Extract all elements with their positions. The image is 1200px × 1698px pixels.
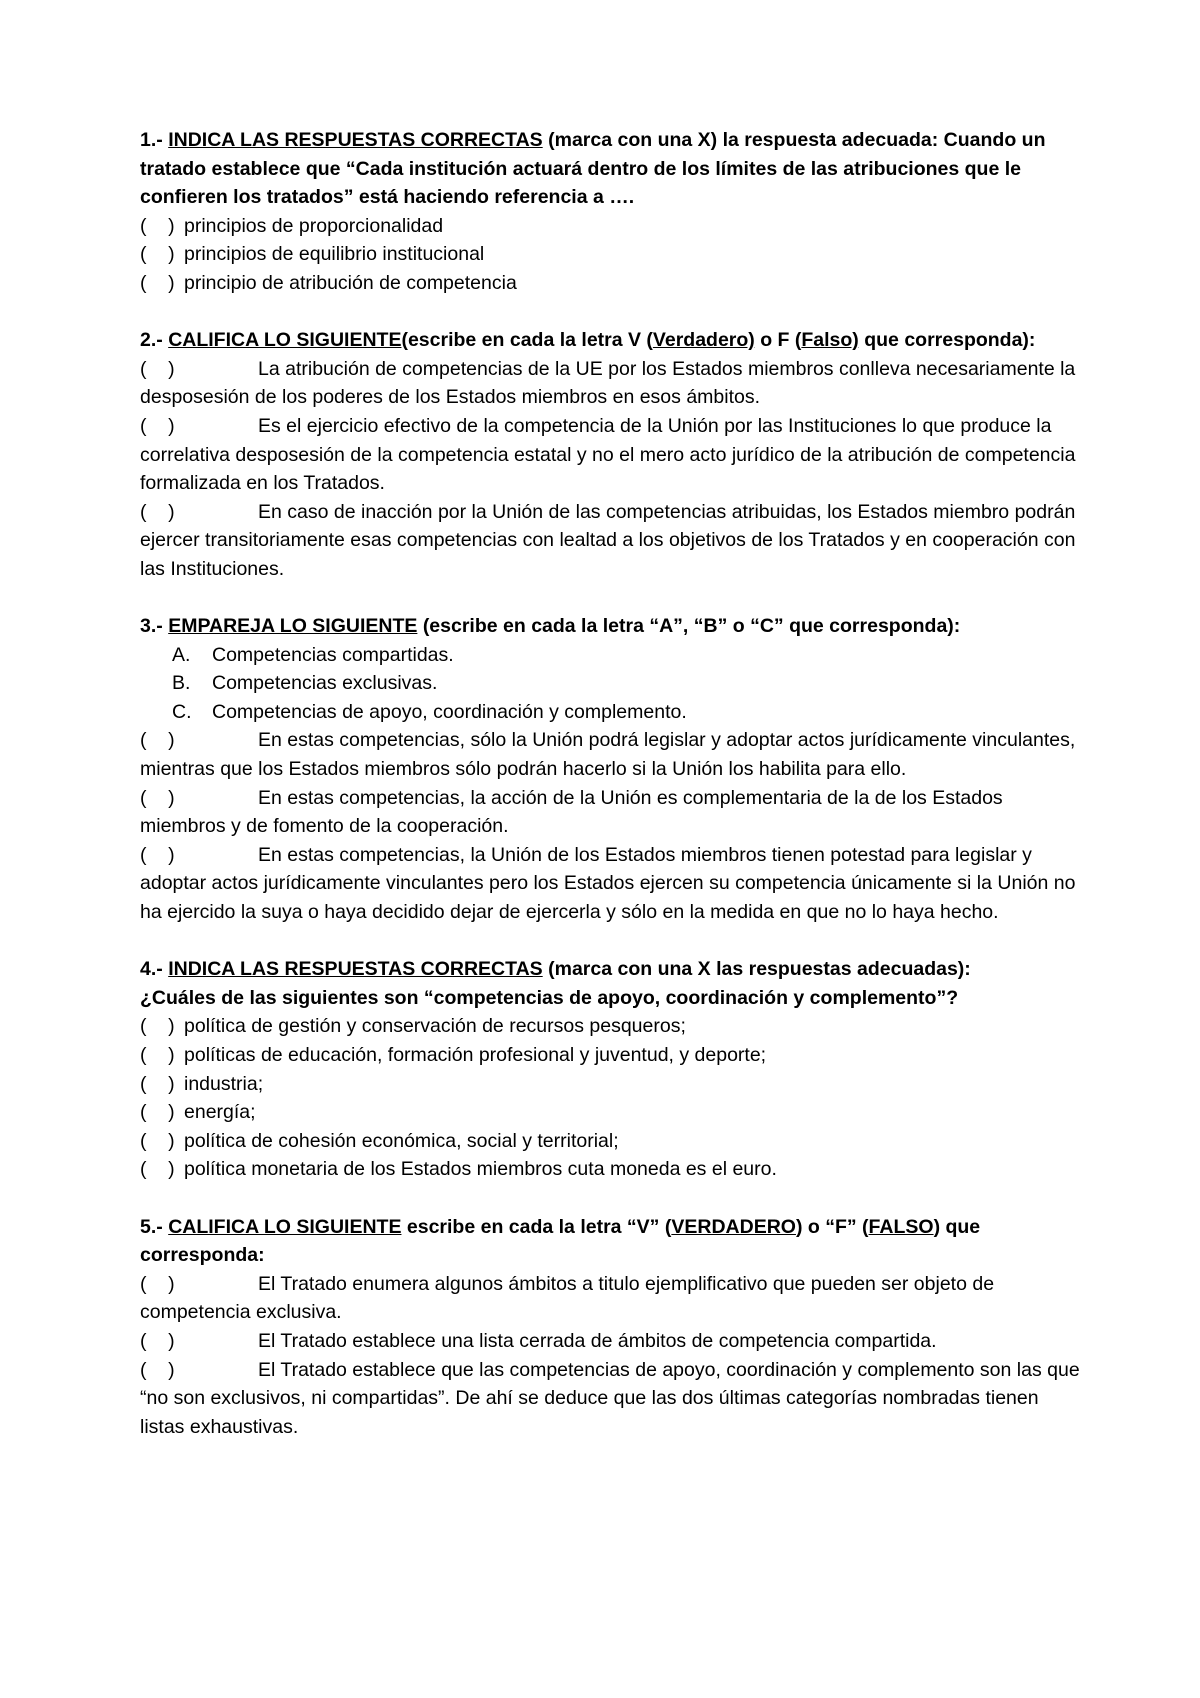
statement-item: [140, 1327, 1080, 1356]
statement-item: [140, 498, 1080, 584]
answer-option[interactable]: [140, 1155, 1080, 1184]
statement-text: En estas competencias, sólo la Unión podrá legislar y adoptar actos jurídicamente vinculantes, mientras que los Estados miembros sólo podrán hacerlo si la Unión los habilita para ello.: [140, 729, 1076, 781]
statement-item: [140, 1356, 1080, 1442]
option-text: energía;: [184, 1101, 256, 1124]
statement-text: En estas competencias, la acción de la Unión es complementaria de la de los Estados miembros y de fomento de la cooperación.: [140, 786, 1003, 838]
answer-box[interactable]: ( ): [140, 1158, 175, 1181]
answer-box[interactable]: ( ): [140, 1072, 175, 1095]
exam-document: [140, 126, 1080, 1470]
answer-option[interactable]: [140, 240, 1080, 269]
option-text: política de gestión y conservación de recursos pesqueros;: [184, 1015, 686, 1038]
verdadero-word: VERDADERO: [671, 1215, 796, 1238]
option-text: Competencias compartidas.: [212, 643, 454, 666]
answer-box[interactable]: ( ): [140, 1015, 175, 1038]
answer-option[interactable]: [140, 1012, 1080, 1041]
question-instructions: (marca con una X las respuestas adecuadas):: [548, 958, 971, 981]
matching-option: [172, 669, 1080, 698]
answer-option[interactable]: [140, 1041, 1080, 1070]
statement-item: [140, 412, 1080, 498]
option-text: industria;: [184, 1072, 264, 1095]
question-4-prompt: [140, 955, 1080, 984]
question-heading: INDICA LAS RESPUESTAS CORRECTAS: [168, 129, 543, 151]
question-4: [140, 955, 1080, 1184]
answer-box[interactable]: ( ): [140, 843, 175, 866]
statement-item: [140, 1270, 1080, 1327]
question-3-prompt: [140, 612, 1080, 641]
answer-option[interactable]: [140, 1127, 1080, 1156]
answer-box[interactable]: ( ): [140, 271, 175, 294]
option-text: principio de atribución de competencia: [184, 271, 517, 294]
question-3: [140, 612, 1080, 927]
matching-option: [172, 698, 1080, 727]
question-heading: CALIFICA LO SIGUIENTE: [168, 329, 402, 352]
question-number: 1.-: [140, 129, 163, 151]
answer-option[interactable]: [140, 212, 1080, 241]
verdadero-word: Verdadero): [652, 329, 755, 352]
option-text: Competencias de apoyo, coordinación y complemento.: [212, 700, 687, 723]
answer-box[interactable]: ( ): [140, 214, 175, 237]
falso-word: Falso): [801, 329, 859, 352]
statement-text: El Tratado establece una lista cerrada de ámbitos de competencia compartida.: [258, 1329, 937, 1352]
option-text: política de cohesión económica, social y territorial;: [184, 1129, 619, 1152]
question-heading: CALIFICA LO SIGUIENTE: [168, 1215, 402, 1238]
question-instructions: (escribe en cada la letra “A”, “B” o “C” que corresponda):: [422, 615, 961, 638]
question-heading: EMPAREJA LO SIGUIENTE: [168, 615, 418, 638]
option-text: principios de equilibrio institucional: [184, 243, 485, 266]
question-1-prompt: [140, 126, 1080, 212]
option-letter: C.: [172, 700, 192, 723]
question-5: [140, 1213, 1080, 1442]
answer-box[interactable]: ( ): [140, 500, 175, 523]
statement-text: El Tratado enumera algunos ámbitos a titulo ejemplificativo que pueden ser objeto de competencia exclusiva.: [140, 1272, 995, 1324]
answer-box[interactable]: ( ): [140, 1101, 175, 1124]
question-instructions: (escribe en cada la letra V (: [401, 329, 653, 352]
question-number: 2.-: [140, 329, 163, 352]
statement-item: [140, 355, 1080, 412]
question-instructions: o F (: [754, 329, 802, 352]
answer-option[interactable]: [140, 269, 1080, 298]
answer-box[interactable]: ( ): [140, 1272, 175, 1295]
answer-box[interactable]: ( ): [140, 729, 175, 752]
answer-option[interactable]: [140, 1098, 1080, 1127]
question-5-prompt: [140, 1213, 1080, 1270]
option-text: principios de proporcionalidad: [184, 214, 444, 237]
answer-box[interactable]: ( ): [140, 357, 175, 380]
matching-options: [140, 641, 1080, 727]
question-instructions: ) que corresponda:: [140, 1215, 981, 1267]
answer-box[interactable]: ( ): [140, 1329, 175, 1352]
answer-option[interactable]: [140, 1070, 1080, 1099]
question-instructions: escribe en cada la letra “V” (: [401, 1215, 672, 1238]
answer-box[interactable]: ( ): [140, 786, 175, 809]
statement-item: [140, 784, 1080, 841]
answer-box[interactable]: ( ): [140, 1358, 175, 1381]
question-2-prompt: [140, 326, 1080, 355]
matching-option: [172, 641, 1080, 670]
question-number: 4.-: [140, 958, 163, 981]
question-number: 5.-: [140, 1215, 163, 1238]
question-instructions: (marca con una X) la respuesta adecuada: Cuando un tratado establece que “Cada institución actuará dentro de los límites de las atribuciones que le confieren los tratados” está haciendo referencia a ….: [140, 129, 1046, 209]
option-text: Competencias exclusivas.: [212, 672, 438, 695]
statement-item: [140, 841, 1080, 927]
answer-box[interactable]: ( ): [140, 1129, 175, 1152]
question-number: 3.-: [140, 615, 163, 638]
statement-text: La atribución de competencias de la UE por los Estados miembros conlleva necesariamente la desposesión de los poderes de los Estados miembros en esos ámbitos.: [140, 357, 1076, 409]
question-2: [140, 326, 1080, 583]
option-letter: B.: [172, 672, 191, 695]
answer-box[interactable]: ( ): [140, 1044, 175, 1066]
statement-text: El Tratado establece que las competencias de apoyo, coordinación y complemento son las que “no son exclusivos, ni compartidas”. De ahí se deduce que las dos últimas categorías nombradas tienen listas exhaustivas.: [140, 1358, 1080, 1438]
statement-text: En estas competencias, la Unión de los Estados miembros tienen potestad para legislar y adoptar actos jurídicamente vinculantes pero los Estados ejercen su competencia únicamente si la Unión no ha ejercido la suya o haya decidido dejar de ejercerla y sólo en la medida en que no lo haya hecho.: [140, 843, 1076, 924]
option-text: políticas de educación, formación profesional y juventud, y deporte;: [184, 1044, 767, 1066]
statement-text: En caso de inacción por la Unión de las competencias atribuidas, los Estados miembro podrán ejercer transitoriamente esas competencias con lealtad a los objetivos de los Tratados y en cooperación con las Instituciones.: [140, 500, 1076, 580]
option-letter: A.: [172, 643, 191, 666]
answer-box[interactable]: ( ): [140, 243, 175, 266]
question-heading: INDICA LAS RESPUESTAS CORRECTAS: [168, 958, 543, 981]
statement-item: [140, 726, 1080, 783]
question-instructions: ) o “F” (: [795, 1215, 869, 1238]
falso-word: FALSO: [868, 1215, 934, 1238]
question-1: [140, 126, 1080, 298]
option-text: política monetaria de los Estados miembros cuta moneda es el euro.: [184, 1158, 777, 1181]
statement-text: Es el ejercicio efectivo de la competencia de la Unión por las Instituciones lo que produce la correlativa desposesión de la competencia estatal y no el mero acto jurídico de la atribución de competencia formalizada en los Tratados.: [140, 414, 1076, 495]
question-instructions: que corresponda):: [858, 329, 1036, 352]
answer-box[interactable]: ( ): [140, 414, 175, 437]
question-4-subquestion: ¿Cuáles de las siguientes son “competencias de apoyo, coordinación y complemento”?: [140, 986, 959, 1009]
